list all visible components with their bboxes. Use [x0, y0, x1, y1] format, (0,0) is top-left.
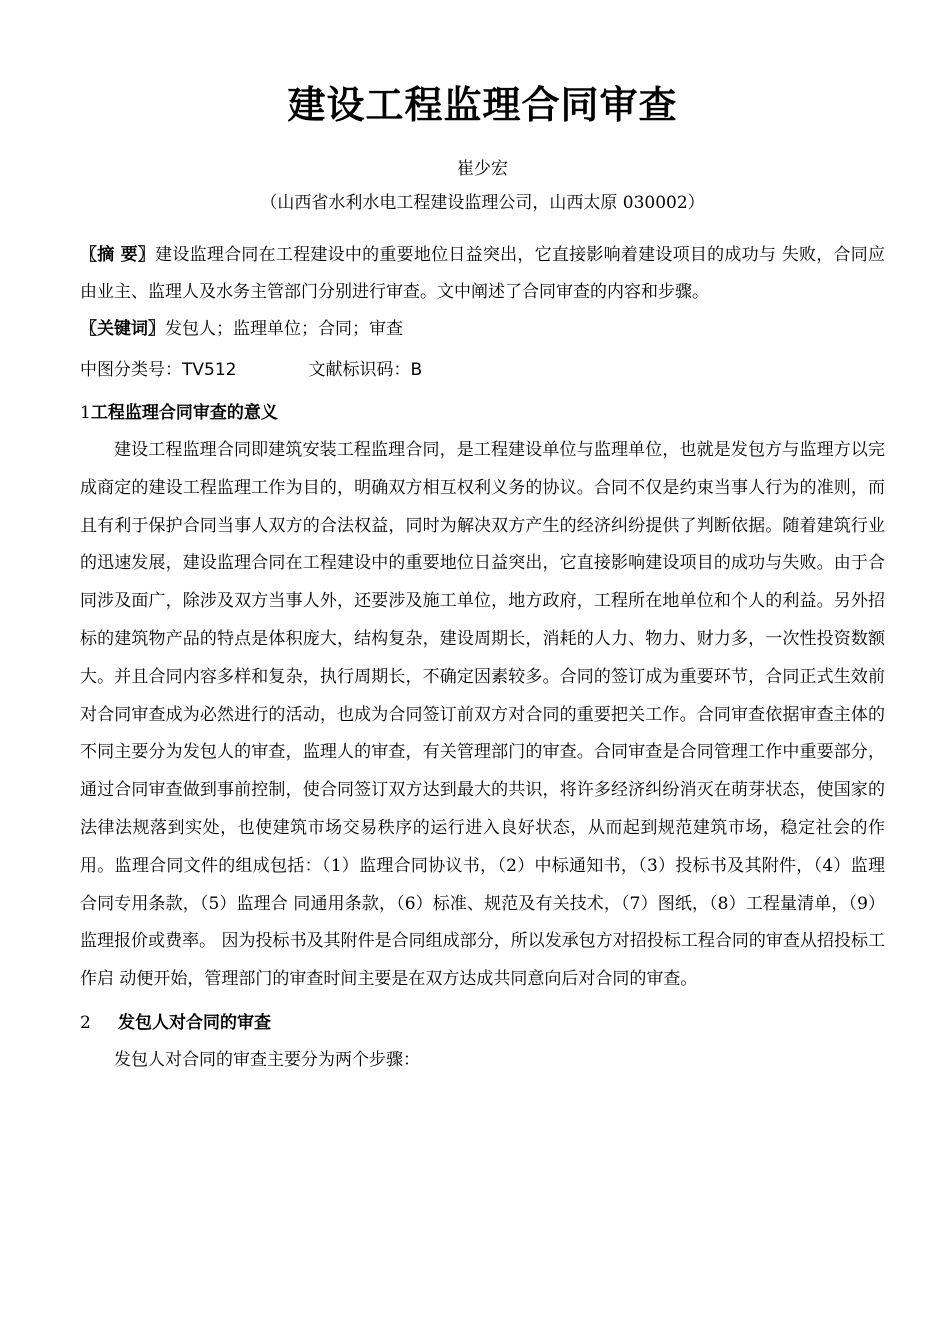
abstract	[80, 237, 885, 311]
author-name: 崔少宏	[457, 159, 508, 179]
keywords-label: 〖关键词〗	[80, 319, 165, 339]
keywords	[80, 311, 885, 348]
document-code: 文献标识码：B	[308, 360, 423, 380]
section-title-2: 发包人对合同的审查	[118, 1012, 271, 1033]
section-heading-2	[80, 1005, 885, 1042]
section-number-2: 2	[80, 1012, 91, 1033]
section-paragraph-1: 建设工程监理合同即建筑安装工程监理合同，是工程建设单位与监理单位，也就是发包方与监理方以完成商定的建设工程监理工作为目的，明确双方相互权利义务的协议。合同不仅是约束当事人行为的准则，而且有利于保护合同当事人双方的合法权益，同时为解决双方产生的经济纠纷提供了判断依据。随着建筑行业的迅速发展，建设监理合同在工程建设中的重要地位日益突出，它直接影响建设项目的成功与失败。由于合同涉及面广，除涉及双方当事人外，还要涉及施工单位，地方政府，工程所在地单位和个人的利益。另外招标的建筑物产品的特点是体积庞大，结构复杂，建设周期长，消耗的人力、物力、财力多，一次性投资数额大。并且合同内容多样和复杂，执行周期长，不确定因素较多。合同的签订成为重要环节，合同正式生效前对合同审查成为必然进行的活动，也成为合同签订前双方对合同的重要把关工作。合同审查依据审查主体的不同主要分为发包人的审查，监理人的审查，有关管理部门的审查。合同审查是合同管理工作中重要部分，通过合同审查做到事前控制，使合同签订双方达到最大的共识，将许多经济纠纷消灭在萌芽状态，使国家的法律法规落到实处，也使建筑市场交易秩序的运行进入良好状态，从而起到规范建筑市场，稳定社会的作用。监理合同文件的组成包括：（1）监理合同协议书，（2）中标通知书，（3）投标书及其附件，（4）监理合同专用条款，（5）监理合 同通用条款，（6）标准、规范及有关技术，（7）图纸，（8）工程量清单，（9）监理报价或费率。 因为投标书及其附件是合同组成部分，所以发承包方对招投标工程合同的审查从招投标工作启 动便开始，管理部门的审查时间主要是在双方达成共同意向后对合同的审查。	[80, 440, 885, 990]
section-paragraph-2: 发包人对合同的审查主要分为两个步骤：	[114, 1049, 420, 1070]
section-title-1: 工程监理合同审查的意义	[90, 403, 278, 423]
abstract-label: 〖摘 要〗	[80, 245, 156, 265]
paper-title: 建设工程监理合同审查	[287, 83, 678, 127]
clc-number: 中图分类号：TV512	[80, 360, 237, 380]
classification-line	[80, 352, 885, 389]
paper-page	[80, 80, 885, 1080]
author-affiliation: （山西省水利水电工程建设监理公司，山西太原 030002）	[260, 193, 705, 213]
keywords-text: 发包人；监理单位；合同；审查	[165, 319, 403, 339]
abstract-text: 建设监理合同在工程建设中的重要地位日益突出，它直接影响着建设项目的成功与 失败，合同应由业主、监理人及水务主管部门分别进行审查。文中阐述了合同审查的内容和步骤。	[80, 245, 886, 302]
section-heading-1	[80, 395, 885, 432]
section-number-1: 1	[80, 403, 91, 423]
